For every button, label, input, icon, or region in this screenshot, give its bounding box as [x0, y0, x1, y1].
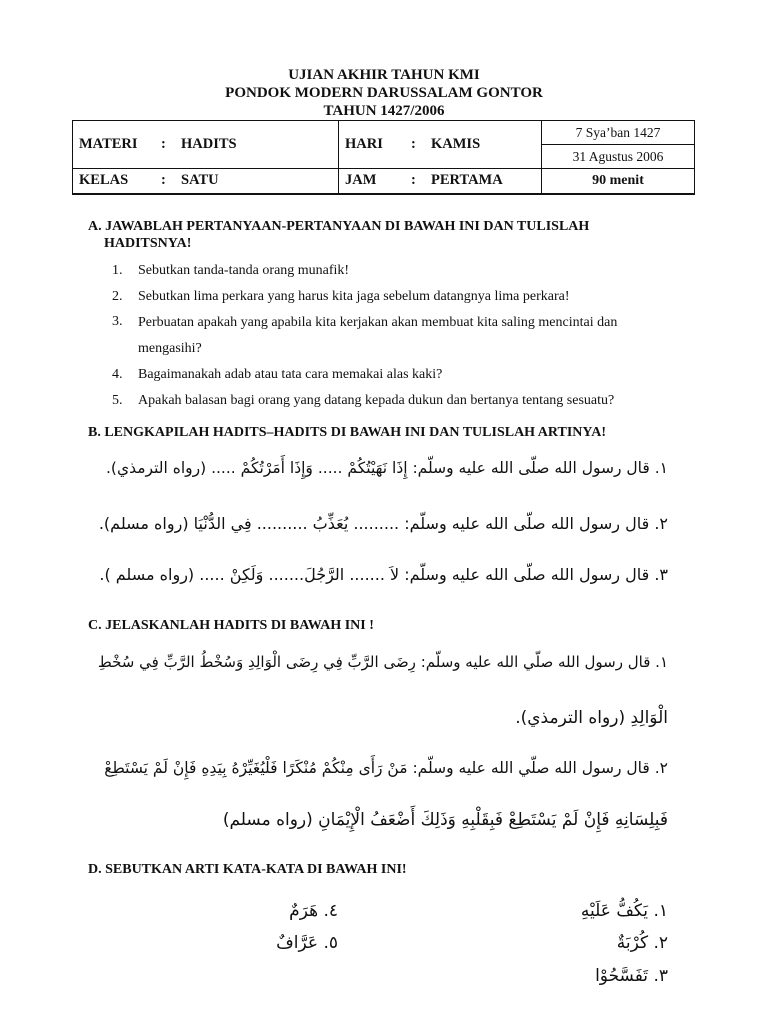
hadith-fill-item: ٣. قال رسول الله صلّى الله عليه وسلّم: لاَ ....... الرَّجُلَ....... وَلَكِنْ ..... (رواه مسلم ). [99, 565, 668, 584]
hadith-explain-line: ٢. قال رسول الله صلّي الله عليه وسلّم: مَنْ رَأَى مِنْكُمْ مُنْكَرًا فَلْيُغَيِّرْهُ بِيَدِهِ فَإِنْ لَمْ يَسْتَطِعْ [104, 759, 668, 777]
duration: 90 menit [542, 169, 695, 194]
materi-value: HADITS [181, 136, 237, 152]
exam-header [0, 66, 768, 120]
header-institution: PONDOK MODERN DARUSSALAM GONTOR [225, 85, 543, 101]
question-item: 4. Bagaimanakah adab atau tata cara memakai alas kaki? [112, 367, 443, 382]
kelas-value: SATU [181, 172, 219, 189]
question-item: 1. Sebutkan tanda-tanda orang munafik! [112, 263, 350, 278]
section-c-title: C. JELASKANLAH HADITS DI BAWAH INI ! [88, 618, 374, 633]
hadith-fill-item: ١. قال رسول الله صلّى الله عليه وسلّم: إِذَا نَهَيْتُكُمْ ..... وَإِذَا أَمَرْتُكُمْ ..... (رواه الترمذي). [105, 459, 668, 477]
exam-info-table [72, 120, 695, 195]
kelas-cell: KELAS : SATU [73, 169, 339, 194]
vocab-item: ١. يَكُفُّ عَلَيْهِ [580, 901, 668, 921]
date-masehi: 31 Agustus 2006 [542, 145, 695, 169]
hadith-fill-item: ٢. قال رسول الله صلّى الله عليه وسلّم: ......... يُعَذِّبُ .......... فِي الدُّنْيَا (رواه مسلم). [98, 514, 668, 533]
header-title: UJIAN AKHIR TAHUN KMI [288, 67, 480, 83]
hadith-explain-line: ١. قال رسول الله صلّي الله عليه وسلّم: رِضَى الرَّبِّ فِي رِضَى الْوَالِدِ وَسُخْطُ الرَّبِّ فِي سُخْطِ [97, 653, 668, 671]
jam-value: PERTAMA [431, 172, 503, 189]
vocab-item: ٣. تَفَسَّحُوْا [595, 966, 668, 986]
question-item: 5. Apakah balasan bagi orang yang datang kepada dukun dan bertanya tentang sesuatu? [112, 392, 615, 408]
section-a-title: A. JAWABLAH PERTANYAAN-PERTANYAAN DI BAWAH INI DAN TULISLAH HADITSNYA! [88, 219, 590, 251]
jam-cell: JAM : PERTAMA [339, 169, 542, 194]
jam-label: JAM [345, 172, 377, 189]
hadith-explain-line: الْوَالِدِ (رواه الترمذي). [515, 708, 668, 728]
kelas-label: KELAS [79, 172, 129, 189]
question-item: 2. Sebutkan lima perkara yang harus kita jaga sebelum datangnya lima perkara! [112, 288, 570, 304]
materi-cell: MATERI : HADITS [73, 121, 339, 169]
vocab-item: ٥. عَرَّافٌ [276, 933, 338, 953]
hari-label: HARI [345, 136, 383, 152]
header-year: TAHUN 1427/2006 [323, 103, 445, 119]
vocab-item: ٤. هَرَمٌ [289, 901, 338, 921]
question-item: 3. Perbuatan apakah yang apabila kita kerjakan akan membuat kita saling mencintai dan mengasihi? [112, 314, 618, 356]
vocab-item: ٢. كُرْبَةٌ [616, 933, 668, 953]
hari-cell: HARI : KAMIS [339, 121, 542, 169]
date-hijri: 7 Sya’ban 1427 [542, 121, 695, 145]
section-b-title: B. LENGKAPILAH HADITS–HADITS DI BAWAH INI DAN TULISLAH ARTINYA! [88, 425, 607, 440]
section-d-title: D. SEBUTKAN ARTI KATA-KATA DI BAWAH INI! [88, 862, 407, 877]
hari-value: KAMIS [431, 136, 481, 152]
hadith-explain-line: فَبِلِسَانِهِ فَإِنْ لَمْ يَسْتَطِعْ فَبِقَلْبِهِ وَذَلِكَ أَضْعَفُ الْإِيْمَانِ (رواه مسلم) [222, 810, 668, 830]
materi-label: MATERI [79, 136, 138, 152]
section-a-questions [112, 259, 682, 414]
